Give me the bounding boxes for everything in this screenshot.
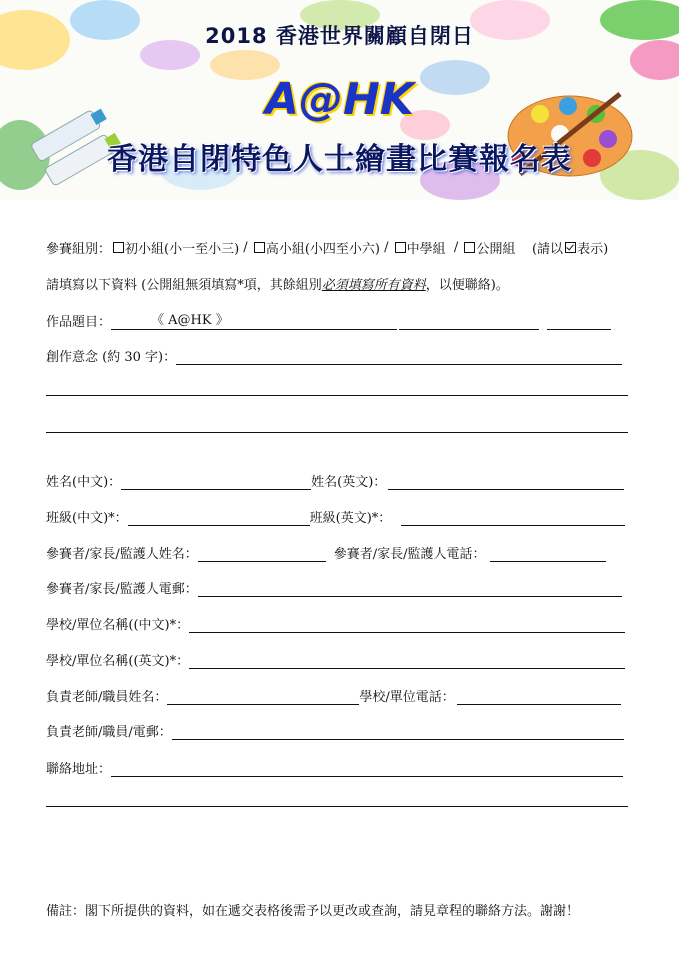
category-checkbox-junior[interactable]	[113, 242, 124, 253]
instruction-suffix: ，以便聯絡)。	[425, 278, 509, 293]
guardian-phone-field[interactable]	[490, 547, 606, 562]
guardian-name-field[interactable]	[198, 547, 326, 562]
category-row: 參賽組別： 初小組(小一至小三) / 高小組(小四至小六) / 中學組 / 公開組 (請以 表示)	[46, 240, 609, 257]
artwork-title-field[interactable]	[111, 315, 397, 330]
address-label: 聯絡地址：	[46, 762, 112, 777]
class-zh-field[interactable]	[128, 511, 310, 526]
name-zh-field[interactable]	[121, 475, 311, 490]
class-en-label: 班級(英文)*：	[309, 511, 392, 526]
teacher-email-row	[46, 721, 624, 740]
school-en-field[interactable]	[189, 654, 625, 669]
event-year-title: 2018 香港世界關顧自閉日	[205, 24, 474, 48]
class-row	[46, 507, 625, 526]
school-zh-label: 學校/單位名稱((中文)*：	[46, 618, 190, 633]
teacher-email-label: 負責老師/職員/電郵：	[46, 725, 172, 740]
concept-label: 創作意念 (約 30 字)：	[46, 350, 177, 365]
school-en-label: 學校/單位名稱((英文)*：	[46, 654, 190, 669]
school-phone-field[interactable]	[457, 690, 621, 705]
address-row	[46, 758, 623, 777]
address-field-line-2[interactable]	[46, 806, 628, 807]
category-label: 參賽組別：	[46, 242, 112, 257]
class-en-field[interactable]	[401, 511, 625, 526]
name-en-label: 姓名(英文)：	[311, 475, 387, 490]
category-checkbox-secondary[interactable]	[395, 242, 406, 253]
category-checkbox-open[interactable]	[464, 242, 475, 253]
instruction-emphasis: 必須填寫所有資料	[321, 278, 426, 293]
event-logo: A@HK	[265, 74, 414, 125]
artwork-title-value: 《 A@HK 》	[151, 313, 229, 328]
checked-box-icon	[565, 242, 576, 253]
school-phone-label: 學校/單位電話：	[359, 690, 455, 705]
guardian-phone-label: 參賽者/家長/監護人電話：	[333, 547, 486, 562]
name-en-field[interactable]	[388, 475, 624, 490]
artwork-title-row	[46, 311, 611, 330]
address-field[interactable]	[111, 762, 623, 777]
class-zh-label: 班級(中文)*：	[46, 511, 128, 526]
artwork-title-label: 作品題目：	[46, 315, 112, 330]
name-row	[46, 471, 624, 490]
category-option-junior: 初小組(小一至小三)	[125, 242, 240, 257]
artwork-title-field-extra[interactable]	[573, 315, 611, 330]
school-zh-field[interactable]	[189, 618, 625, 633]
concept-field-line-3[interactable]	[46, 432, 628, 433]
artwork-title-field-extra[interactable]	[547, 315, 573, 330]
category-option-senior: 高小組(小四至小六)	[265, 242, 380, 257]
concept-row	[46, 346, 622, 365]
school-en-row	[46, 650, 625, 669]
guardian-email-label: 參賽者/家長/監護人電郵：	[46, 582, 198, 597]
category-checkbox-senior[interactable]	[254, 242, 265, 253]
instruction-row	[46, 274, 509, 293]
form-title: 香港自閉特色人士繪畫比賽報名表	[107, 142, 572, 177]
teacher-email-field[interactable]	[172, 725, 624, 740]
category-hint-prefix: (請以	[531, 242, 564, 257]
category-option-secondary: 中學組	[406, 242, 446, 257]
concept-field-line-2[interactable]	[46, 395, 628, 396]
instruction-prefix: 請填寫以下資料 (公開組無須填寫*項，其餘組別	[46, 278, 322, 293]
remark-text: 備註：閣下所提供的資料，如在遞交表格後需予以更改或查詢，請見章程的聯絡方法。謝謝！	[46, 904, 580, 919]
artwork-title-field-extra[interactable]	[399, 315, 539, 330]
header-banner	[0, 0, 679, 200]
teacher-name-label: 負責老師/職員姓名：	[46, 690, 168, 705]
guardian-name-label: 參賽者/家長/監護人姓名：	[46, 547, 198, 562]
teacher-name-field[interactable]	[167, 690, 359, 705]
school-zh-row	[46, 614, 625, 633]
category-option-open: 公開組	[476, 242, 516, 257]
guardian-row	[46, 543, 606, 562]
remark-row	[46, 900, 579, 919]
guardian-email-field[interactable]	[198, 582, 622, 597]
category-hint-suffix: 表示)	[577, 242, 609, 257]
guardian-email-row	[46, 578, 622, 597]
teacher-row	[46, 686, 621, 705]
name-zh-label: 姓名(中文)：	[46, 475, 122, 490]
concept-field[interactable]	[176, 350, 622, 365]
